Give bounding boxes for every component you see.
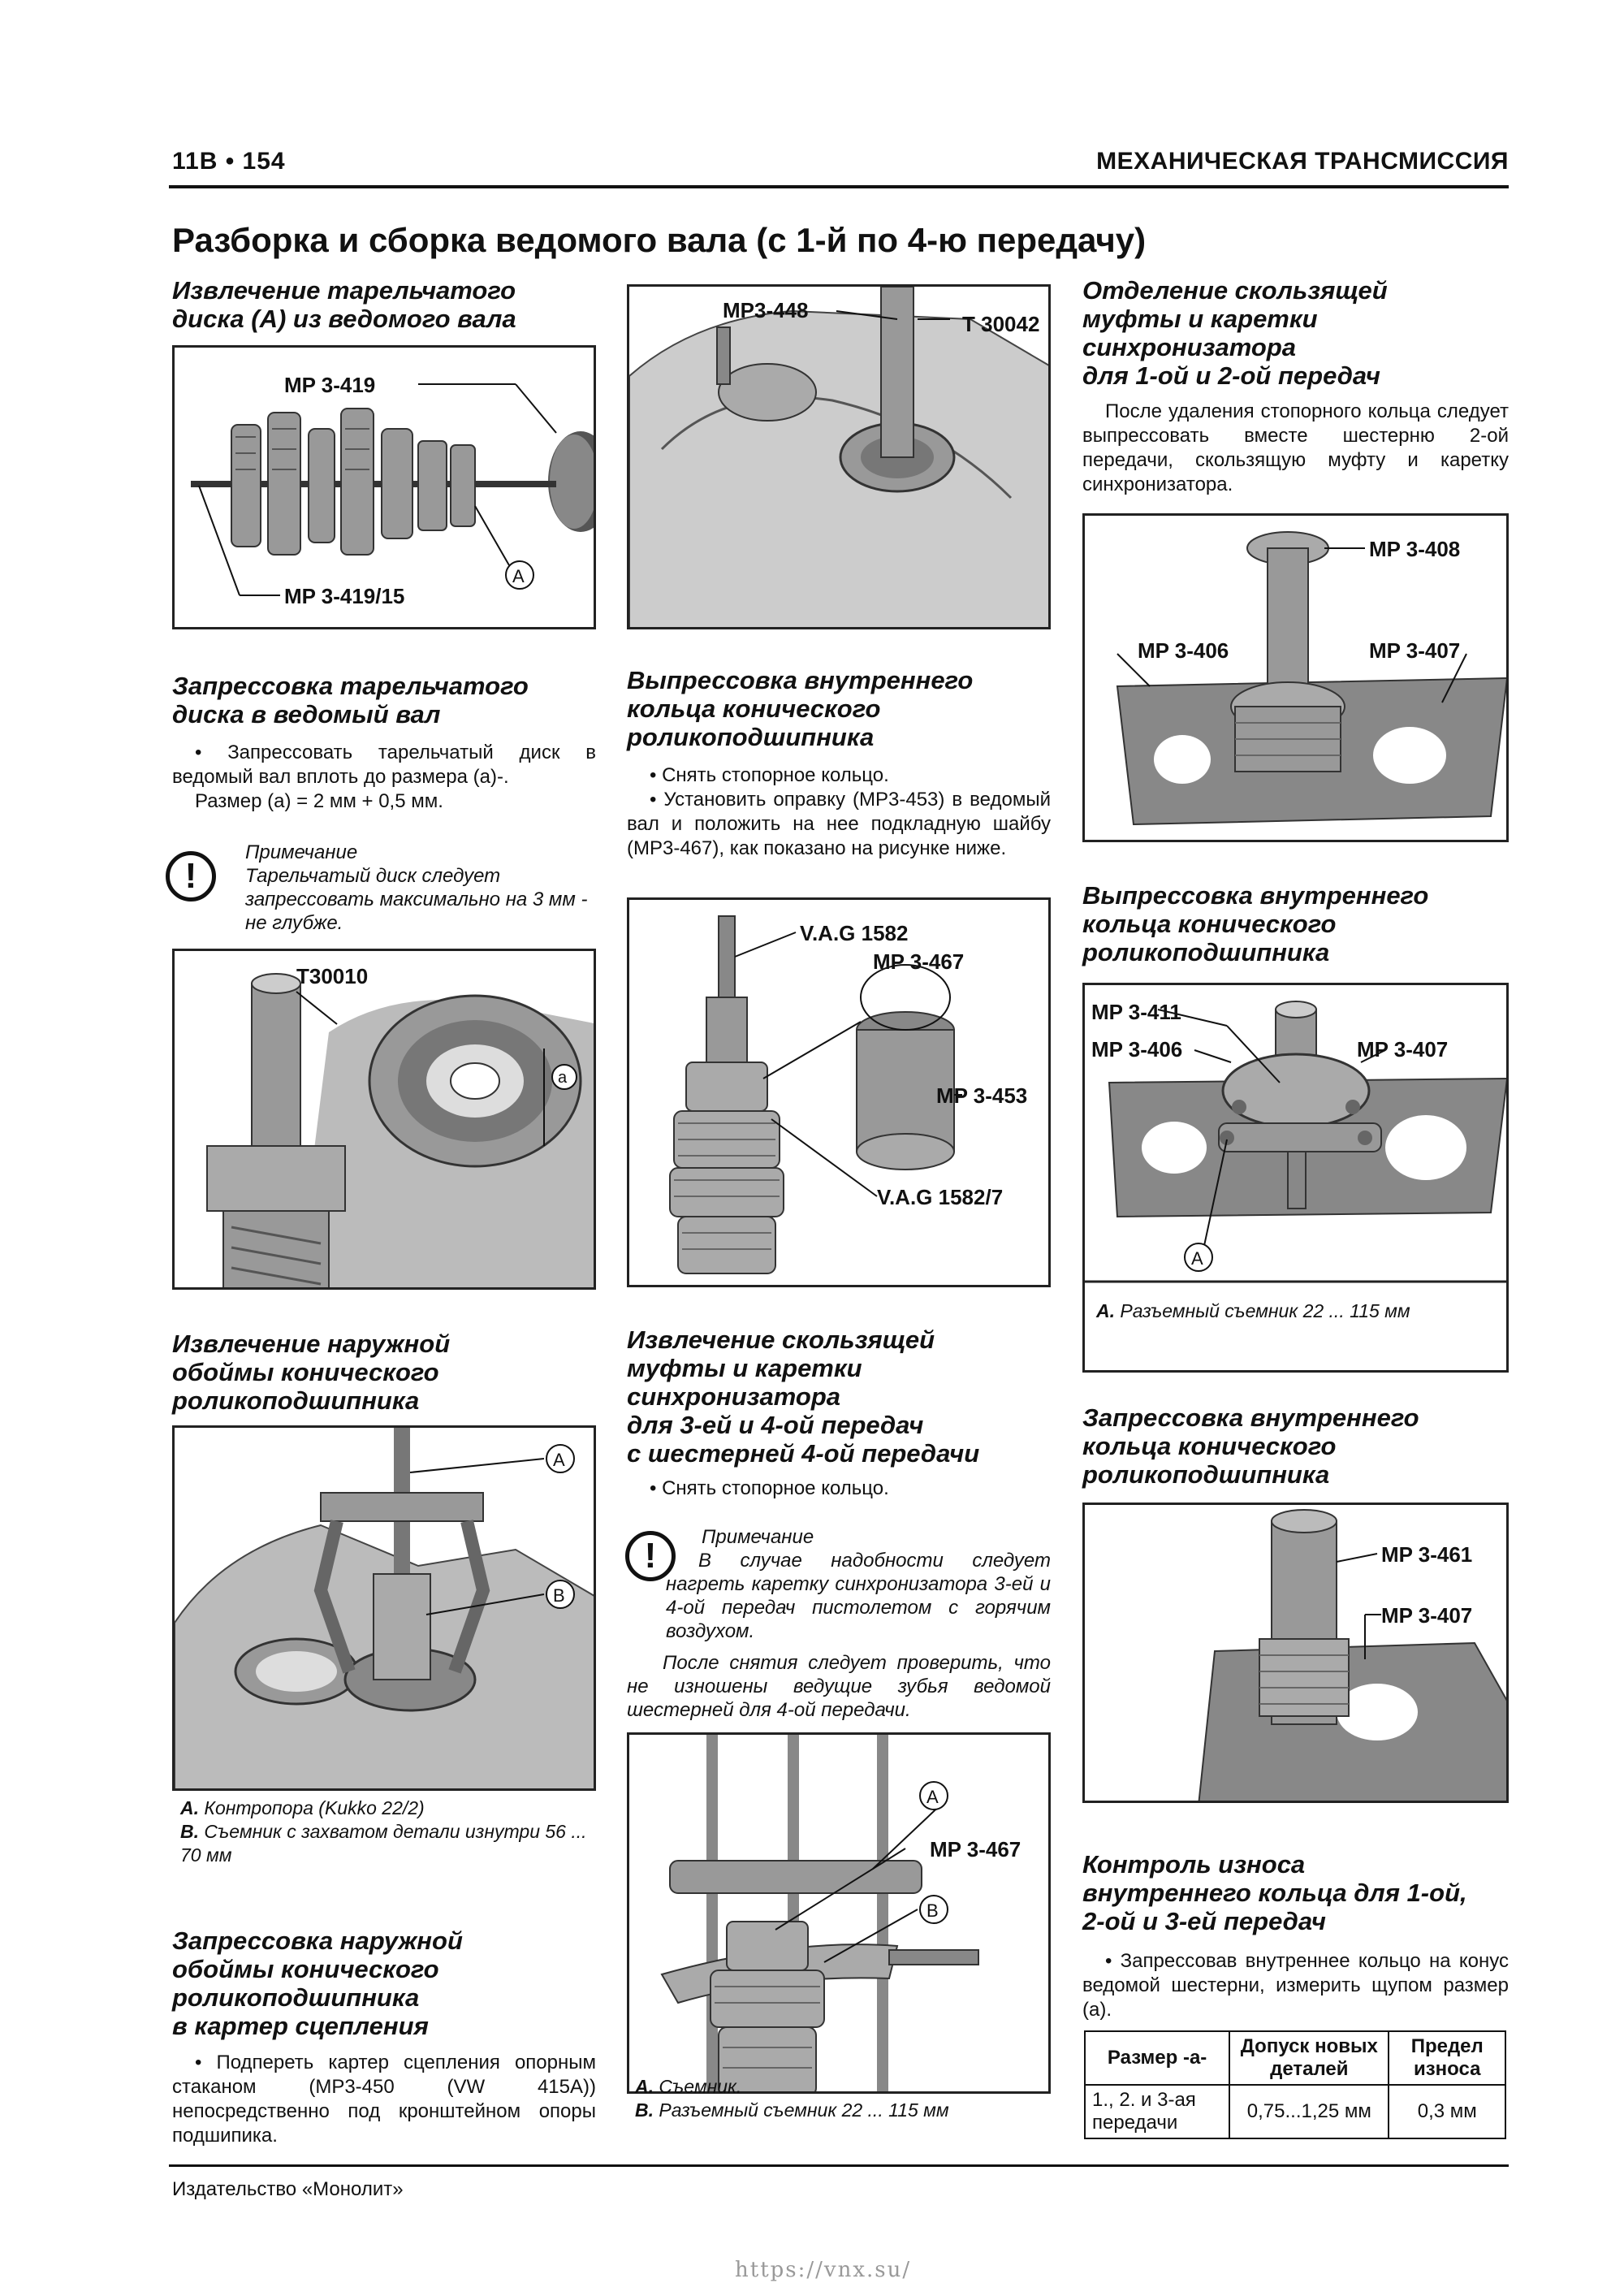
table-cell: 1., 2. и 3-ая передачи (1085, 2085, 1229, 2138)
section-text: • Подпереть картер сцепления опорным стаканом (MP3-450 (VW 415A)) непосредственно под кронштейном опоры подшипика. (172, 2052, 596, 2147)
page-number: 11B • 154 (172, 148, 286, 175)
header-rule (169, 185, 1509, 188)
label-mp3407: MP 3-407 (1369, 638, 1461, 663)
figure-caption: A. Съемник. B. Разъемный съемник 22 ... 115 мм (635, 2076, 949, 2121)
footer-rule (169, 2164, 1509, 2167)
table-header: Предел износа (1389, 2031, 1505, 2085)
label-mp3448: MP3-448 (723, 298, 809, 322)
label-a: A (512, 566, 525, 586)
section-text: • Снять стопорное кольцо. • Установить оправку (MP3-453) в ведомый вал и положить на нее подкладную шайбу (MP3-467), как показано на рисунке ниже. (627, 764, 1051, 859)
figure-caption: A. Разъемный съемник 22 ... 115 мм (1096, 1300, 1410, 1321)
label-vag1582-7: V.A.G 1582/7 (877, 1185, 1004, 1209)
label-t30042: T 30042 (962, 312, 1040, 336)
label-b: B (926, 1900, 939, 1921)
figure-press-tool (627, 284, 1051, 629)
section-text: • Запрессовать тарельчатый диск в ведомый вал вплоть до размера (a)-. Размер (a) = 2 мм + 0,5 мм. (172, 742, 596, 812)
section-heading: Извлечение тарельчатого диска (A) из ведомого вала (172, 276, 516, 333)
section-heading: Контроль износа внутреннего кольца для 1-ой, 2-ой и 3-ей передач (1082, 1850, 1467, 1935)
figure-disc-removal (172, 345, 596, 629)
figure-inner-race-press (627, 897, 1051, 1287)
page-title: Разборка и сборка ведомого вала (с 1-й по 4-ю передачу) (172, 221, 1147, 259)
section-heading: Отделение скользящей муфты и каретки синхронизатора для 1-ой и 2-ой передач (1082, 276, 1388, 390)
table-cell: 0,3 мм (1389, 2085, 1505, 2138)
section-heading: Запрессовка внутреннего кольца конического роликоподшипника (1082, 1403, 1419, 1489)
warning-icon: ! (625, 1531, 676, 1581)
label-mp3406: MP 3-406 (1138, 638, 1229, 663)
section-text: • Снять стопорное кольцо. (650, 1477, 889, 1499)
label-mp3406: MP 3-406 (1091, 1037, 1183, 1062)
figure-outer-race-removal (172, 1425, 596, 1791)
label-mp3419: MP 3-419 (284, 373, 376, 397)
section-title: МЕХАНИЧЕСКАЯ ТРАНСМИССИЯ (1096, 148, 1509, 175)
figure-synchro-separation (1082, 513, 1509, 842)
section-heading: Запрессовка тарельчатого диска в ведомый вал (172, 672, 529, 729)
label-a: A (926, 1787, 939, 1807)
note-continued: После снятия следует проверить, что не изношены ведущие зубья ведомой шестерней для 4-ой передачи. (627, 1652, 1051, 1721)
figure-synchro-puller (627, 1732, 1051, 2094)
label-a-dim: a (558, 1069, 568, 1087)
label-mp3411: MP 3-411 (1091, 1000, 1181, 1024)
label-mp3419-15: MP 3-419/15 (284, 584, 405, 608)
table-header: Размер -a- (1085, 2031, 1229, 2085)
label-mp3453: MP 3-453 (936, 1083, 1028, 1108)
table-cell: 0,75...1,25 мм (1229, 2085, 1389, 2138)
section-heading: Выпрессовка внутреннего кольца конического роликоподшипника (1082, 881, 1429, 966)
label-mp3467: MP 3-467 (873, 949, 965, 974)
label-a: A (1191, 1248, 1203, 1269)
label-mp3407: MP 3-407 (1357, 1037, 1449, 1062)
label-mp3467: MP 3-467 (930, 1837, 1021, 1861)
label-t30010: T30010 (296, 964, 369, 988)
label-a: A (553, 1450, 565, 1470)
table-header: Допуск новых деталей (1229, 2031, 1389, 2085)
section-heading: Извлечение наружной обоймы конического роликоподшипника (172, 1330, 451, 1415)
figure-caption: A. Контропора (Kukko 22/2) B. Съемник с захватом детали изнутри 56 ... 70 мм (180, 1797, 587, 1866)
note: Примечание Тарельчатый диск следует запрессовать максимально на 3 мм - не глубже. (245, 841, 588, 934)
section-text: • Запрессовав внутреннее кольцо на конус ведомой шестерни, измерить щупом размер (a). (1082, 1950, 1509, 2021)
publisher: Издательство «Монолит» (172, 2178, 404, 2200)
label-mp3407: MP 3-407 (1381, 1603, 1473, 1628)
section-heading: Извлечение скользящей муфты и каретки синхронизатора для 3-ей и 4-ой передач с шестерней 4-ой передачи (627, 1325, 980, 1468)
section-heading: Запрессовка наружной обоймы конического роликоподшипника в картер сцепления (172, 1926, 463, 2040)
label-vag1582: V.A.G 1582 (800, 921, 909, 945)
wear-table (1084, 2030, 1506, 2139)
figure-inner-race-press-in (1082, 1503, 1509, 1803)
watermark-url[interactable]: https://vnx.su/ (735, 2258, 912, 2282)
warning-icon: ! (166, 851, 216, 902)
section-heading: Выпрессовка внутреннего кольца конического роликоподшипника (627, 666, 974, 751)
figure-disc-press (172, 949, 596, 1290)
table-row (1085, 2085, 1505, 2138)
section-text: После удаления стопорного кольца следует выпрессовать вместе шестерню 2-ой передачи, скользящую муфту и каретку синхронизатора. (1082, 400, 1509, 495)
label-b: B (553, 1585, 565, 1606)
note: Примечание В случае надобности следует нагреть каретку синхронизатора 3-ей и 4-ой передач пистолетом с горячим воздухом. (666, 1526, 1051, 1642)
label-mp3408: MP 3-408 (1369, 537, 1461, 561)
label-mp3461: MP 3-461 (1381, 1542, 1473, 1567)
